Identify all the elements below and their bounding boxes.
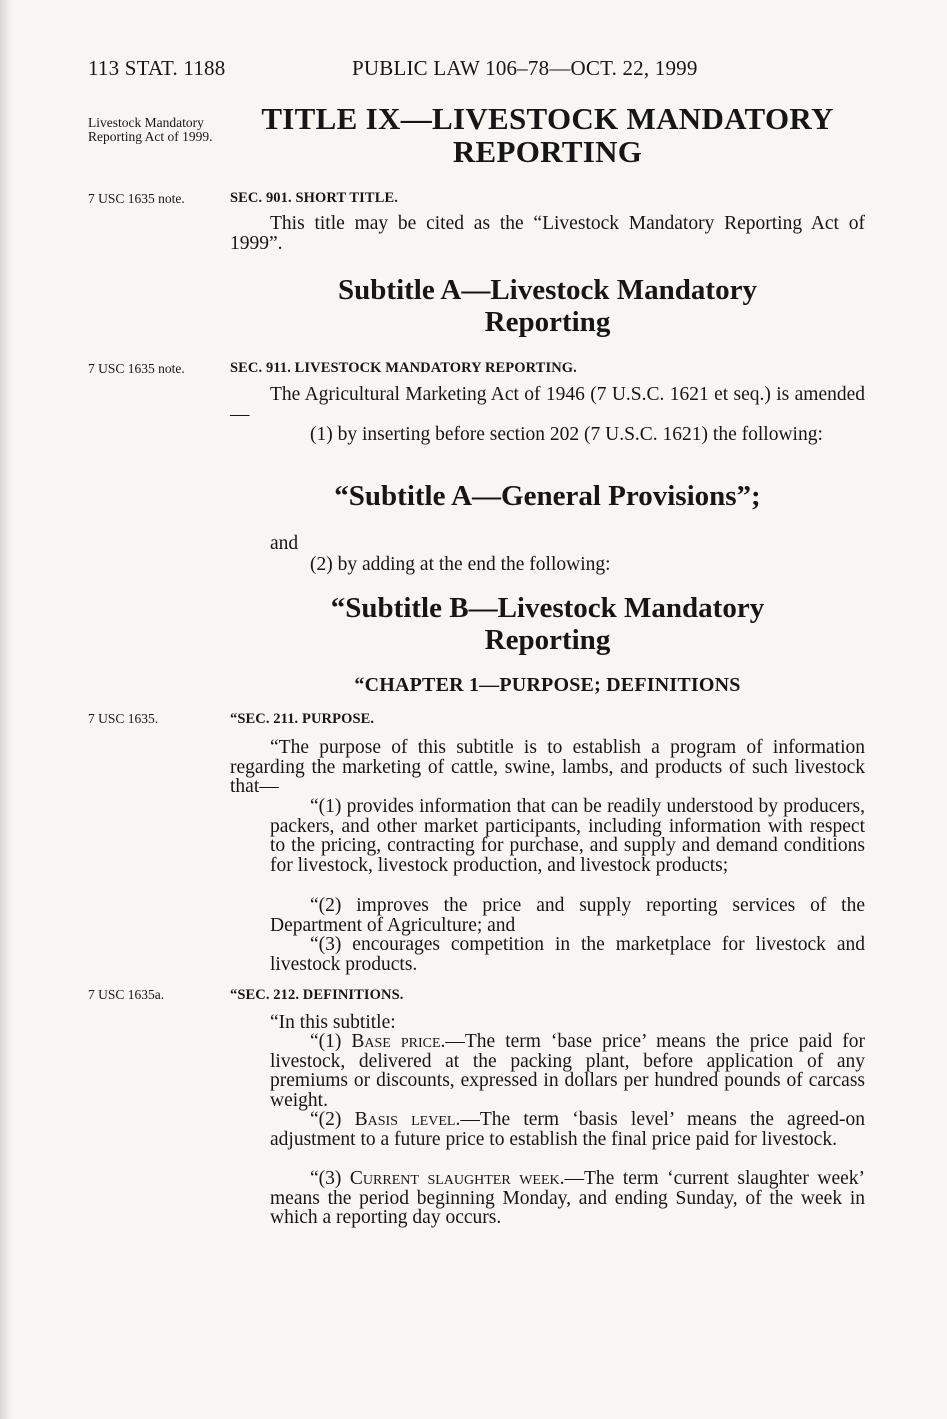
definition-3-term: Current slaughter week <box>349 1168 560 1189</box>
sec-212-intro: “In this subtitle: <box>270 1012 396 1033</box>
sec-911-item-1: (1) by inserting before section 202 (7 U.S.C. 1621) the following: <box>310 424 823 445</box>
subtitle-a-line-2: Reporting <box>484 306 611 338</box>
title-line-1: TITLE IX—LIVESTOCK MANDATORY <box>261 101 834 136</box>
definition-base-price <box>270 1032 865 1110</box>
sec-911-intro: The Agricultural Marketing Act of 1946 (7 U.S.C. 1621 et seq.) is amended— <box>230 384 865 425</box>
sec-211-heading: “SEC. 211. PURPOSE. <box>230 711 375 727</box>
definition-3-number: “(3) <box>310 1168 350 1189</box>
definition-2-term: Basis level <box>354 1109 456 1130</box>
sec-911-and: and <box>270 533 299 554</box>
definition-current-slaughter-week <box>270 1169 865 1228</box>
chapter-1-heading: “CHAPTER 1—PURPOSE; DEFINITIONS <box>354 674 741 696</box>
inserted-subtitle-a-heading: “Subtitle A—General Provisions”; <box>334 480 761 512</box>
margin-note-short-title: Livestock Mandatory Reporting Act of 1999. <box>88 115 213 144</box>
subtitle-b-line-1: “Subtitle B—Livestock Mandatory <box>330 592 765 624</box>
definition-3-text: .—The term ‘current slaughter week’ means the period beginning Monday, and ending Sunday, of the week in which a reporting day occurs. <box>270 1168 865 1229</box>
margin-note-usc-901: 7 USC 1635 note. <box>88 191 185 206</box>
definition-2-text: .—The term ‘basis level’ means the agreed-on adjustment to a future price to establish the final price paid for livestock. <box>270 1109 865 1150</box>
subtitle-a-line-1: Subtitle A—Livestock Mandatory <box>338 274 757 306</box>
subtitle-a-heading <box>230 274 865 338</box>
sec-901-heading: SEC. 901. SHORT TITLE. <box>230 190 398 206</box>
sec-901-text: This title may be cited as the “Livestock Mandatory Reporting Act of 1999”. <box>230 213 865 254</box>
title-line-2: REPORTING <box>452 134 643 169</box>
sec-211-item-1: “(1) provides information that can be readily understood by producers, packers, and other market participants, including information with respect to the pricing, contracting for purchase, and supply and demand conditions for livestock, livestock production, and livestock products; <box>270 796 865 876</box>
definition-1-term: Base price <box>351 1031 441 1052</box>
sec-911-item-2: (2) by adding at the end the following: <box>310 554 611 575</box>
margin-note-usc-911: 7 USC 1635 note. <box>88 361 185 376</box>
page-scan-edge <box>0 0 12 1419</box>
sec-911-heading: SEC. 911. LIVESTOCK MANDATORY REPORTING. <box>230 360 577 376</box>
margin-note-usc-211: 7 USC 1635. <box>88 711 159 726</box>
subtitle-b-heading <box>230 592 865 656</box>
margin-note-usc-212: 7 USC 1635a. <box>88 987 165 1002</box>
title-heading <box>230 102 865 168</box>
definition-1-number: “(1) <box>310 1031 352 1052</box>
statute-page-number: 113 STAT. 1188 <box>88 56 226 80</box>
sec-211-intro: “The purpose of this subtitle is to establish a program of information regarding the marketing of cattle, swine, lambs, and products of such livestock that— <box>230 737 865 798</box>
sec-211-item-3: “(3) encourages competition in the marketplace for livestock and livestock products. <box>270 934 865 975</box>
sec-212-heading: “SEC. 212. DEFINITIONS. <box>230 987 404 1003</box>
public-law-header: PUBLIC LAW 106–78—OCT. 22, 1999 <box>352 56 698 80</box>
subtitle-b-line-2: Reporting <box>484 624 611 656</box>
sec-211-item-2: “(2) improves the price and supply reporting services of the Department of Agriculture; and <box>270 895 865 936</box>
definition-1-text: .—The term ‘base price’ means the price paid for livestock, delivered at the packing plant, before application of any premiums or discounts, expressed in dollars per hundred pounds of carcass weight. <box>270 1031 865 1111</box>
definition-2-number: “(2) <box>310 1109 355 1130</box>
definition-basis-level <box>270 1110 865 1149</box>
